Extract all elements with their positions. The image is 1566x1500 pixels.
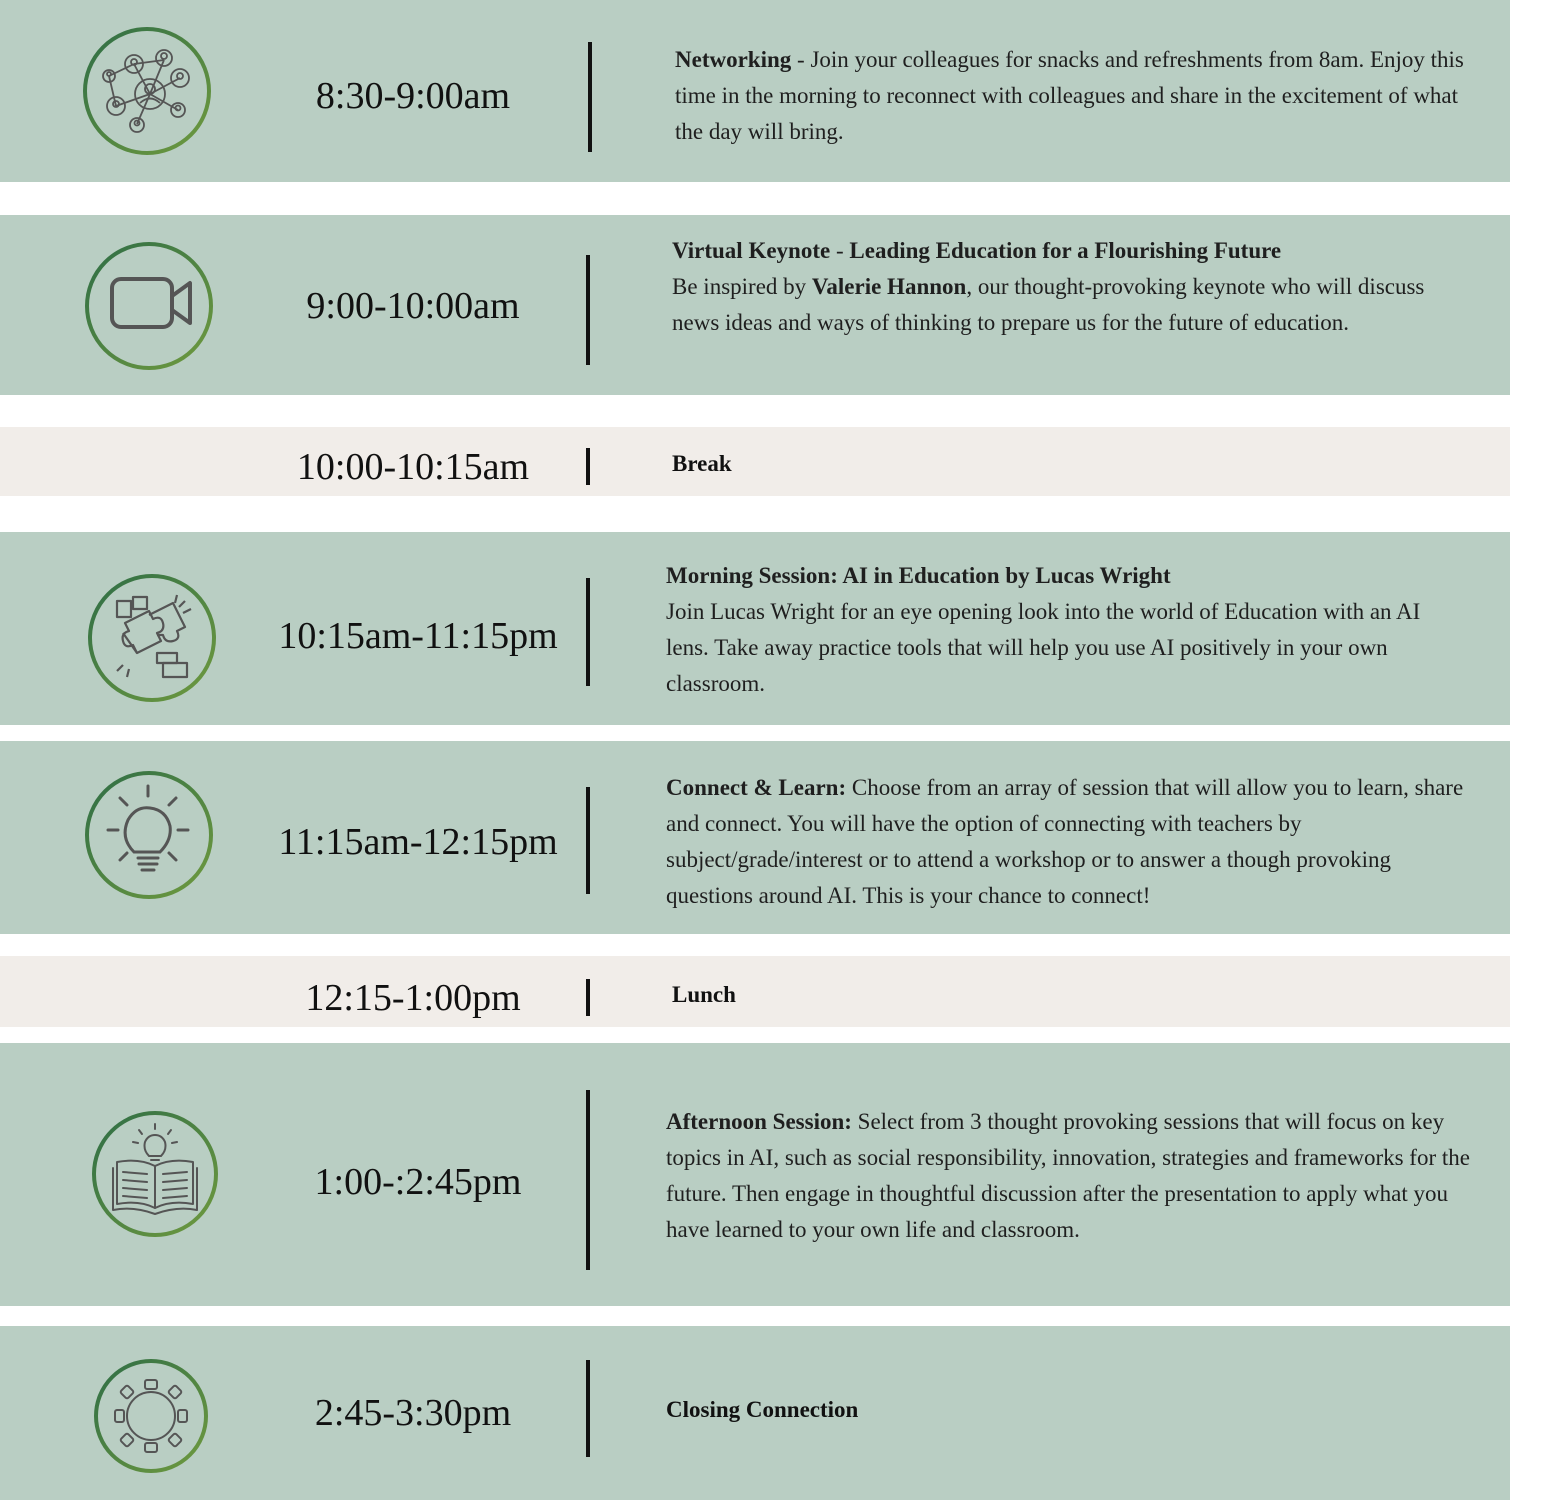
time-label: 8:30-9:00am — [315, 75, 511, 117]
session-description: Networking - Join your colleagues for snacks and refreshments from 8am. Enjoy this time in the morning to reconnect with colleagues and share in the excitement of what the day will bring. — [675, 47, 1464, 144]
divider-line — [586, 1360, 590, 1457]
divider-line — [586, 578, 590, 686]
session-description — [666, 770, 1466, 914]
session-title: Closing Connection — [666, 1397, 859, 1422]
session-title: Afternoon Session: — [666, 1109, 852, 1134]
open-book-lightbulb-icon — [91, 1110, 219, 1238]
session-body: Choose from an array of session that will allow you to learn, share and connect. You will have the option of connecting with teachers by subject/grade/interest or to attend a workshop or to answer a though provoking questions around AI. This is your chance to connect! — [666, 775, 1464, 908]
time-label: 10:15am-11:15pm — [278, 615, 558, 657]
divider-line — [586, 787, 590, 894]
session-body: Join your colleagues for snacks and refreshments from 8am. Enjoy this time in the morning to reconnect with colleagues and share in the excitement of what the day will bring. — [675, 47, 1464, 144]
video-camera-icon — [84, 241, 214, 371]
session-title: Lunch — [672, 982, 736, 1007]
divider-line — [586, 255, 590, 365]
time-label: 12:15-1:00pm — [305, 977, 521, 1019]
puzzle-hands-icon — [87, 573, 217, 703]
session-title: Networking — [675, 47, 792, 72]
time-label: 10:00-10:15am — [296, 446, 530, 488]
speaker-name: Valerie Hannon — [811, 274, 967, 299]
schedule-row-lunch — [0, 956, 1510, 1027]
divider-line — [586, 448, 590, 485]
session-body: , our thought-provoking keynote who will discuss news ideas and ways of thinking to prepare us for the future of education. — [672, 274, 1425, 335]
session-title: Break — [672, 451, 732, 476]
session-body: Join Lucas Wright for an eye opening look into the world of Education with an AI lens. Take away practice tools that will help you use AI positively in your own classroom. — [666, 599, 1421, 696]
time-label: 2:45-3:30pm — [314, 1392, 512, 1434]
networking-people-icon — [82, 26, 212, 156]
schedule-row-break — [0, 427, 1510, 496]
divider-line — [586, 979, 590, 1016]
session-title: Morning Session: AI in Education by Lucas Wright — [666, 563, 1171, 588]
time-label: 9:00-10:00am — [306, 285, 520, 327]
session-title: Connect & Learn: — [666, 775, 847, 800]
session-subtitle: Leading Education for a Flourishing Future — [849, 238, 1282, 263]
session-description — [666, 558, 1466, 702]
time-label: 11:15am-12:15pm — [278, 821, 558, 863]
round-table-icon — [93, 1358, 209, 1474]
divider-line — [588, 42, 592, 152]
lightbulb-icon — [84, 770, 214, 900]
session-description: Virtual Keynote - Leading Education for a Flourishing Future Be inspired by Valerie Hannon, our thought-provoking keynote who will discuss news ideas and ways of thinking to prepare us for the future of education. — [672, 238, 1425, 335]
session-description — [666, 1104, 1476, 1248]
time-label: 1:00-:2:45pm — [314, 1161, 522, 1203]
divider-line — [586, 1090, 590, 1270]
session-body: Select from 3 thought provoking sessions that will focus on key topics in AI, such as social responsibility, innovation, strategies and frameworks for the future. Then engage in thoughtful discussion after the presentation to apply what you have learned to your own life and classroom. — [666, 1109, 1470, 1242]
session-title: Virtual Keynote — [672, 238, 831, 263]
